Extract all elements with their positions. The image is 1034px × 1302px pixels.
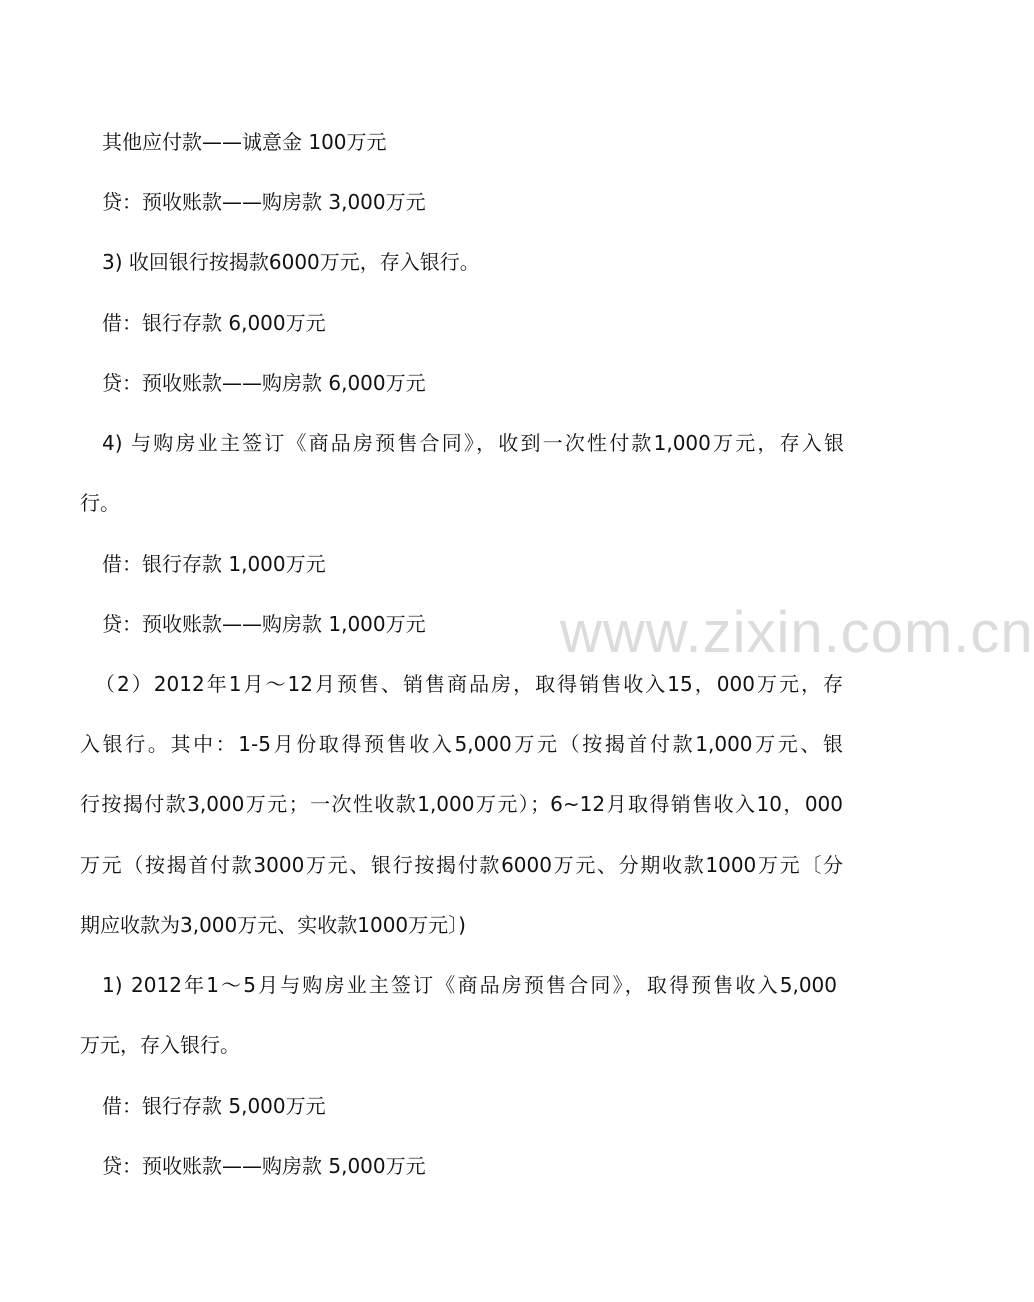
text-line: 贷：预收账款——购房款 6,000万元 (102, 371, 426, 395)
text-line: 4) 与购房业主签订《商品房预售合同》，收到一次性付款1,000万元，存入银 (102, 431, 844, 455)
text-line: 1) 2012年1～5月与购房业主签订《商品房预售合同》，取得预售收入5,000 (102, 973, 837, 997)
text-line: 万元（按揭首付款3000万元、银行按揭付款6000万元、分期收款1000万元〔分 (80, 853, 843, 877)
text-line: 借：银行存款 5,000万元 (102, 1094, 326, 1118)
text-line: （2）2012年1月～12月预售、销售商品房，取得销售收入15，000万元，存 (95, 672, 843, 696)
text-line: 3) 收回银行按揭款6000万元，存入银行。 (102, 250, 480, 274)
text-line: 贷：预收账款——购房款 5,000万元 (102, 1154, 426, 1178)
text-line: 贷：预收账款——购房款 1,000万元 (102, 612, 426, 636)
watermark: www.zixin.com.cn (560, 600, 1034, 665)
text-line: 其他应付款——诚意金 100万元 (102, 130, 387, 154)
text-line: 借：银行存款 1,000万元 (102, 552, 326, 576)
text-line: 期应收款为3,000万元、实收款1000万元〕) (80, 913, 466, 937)
text-line: 贷：预收账款——购房款 3,000万元 (102, 190, 426, 214)
text-line: 万元，存入银行。 (80, 1033, 240, 1057)
text-line: 入银行。其中：1-5月份取得预售收入5,000万元（按揭首付款1,000万元、银 (80, 732, 843, 756)
text-line: 借：银行存款 6,000万元 (102, 311, 326, 335)
text-line: 行按揭付款3,000万元；一次性收款1,000万元）；6~12月取得销售收入10，000 (80, 792, 843, 816)
text-line: 行。 (80, 491, 120, 515)
